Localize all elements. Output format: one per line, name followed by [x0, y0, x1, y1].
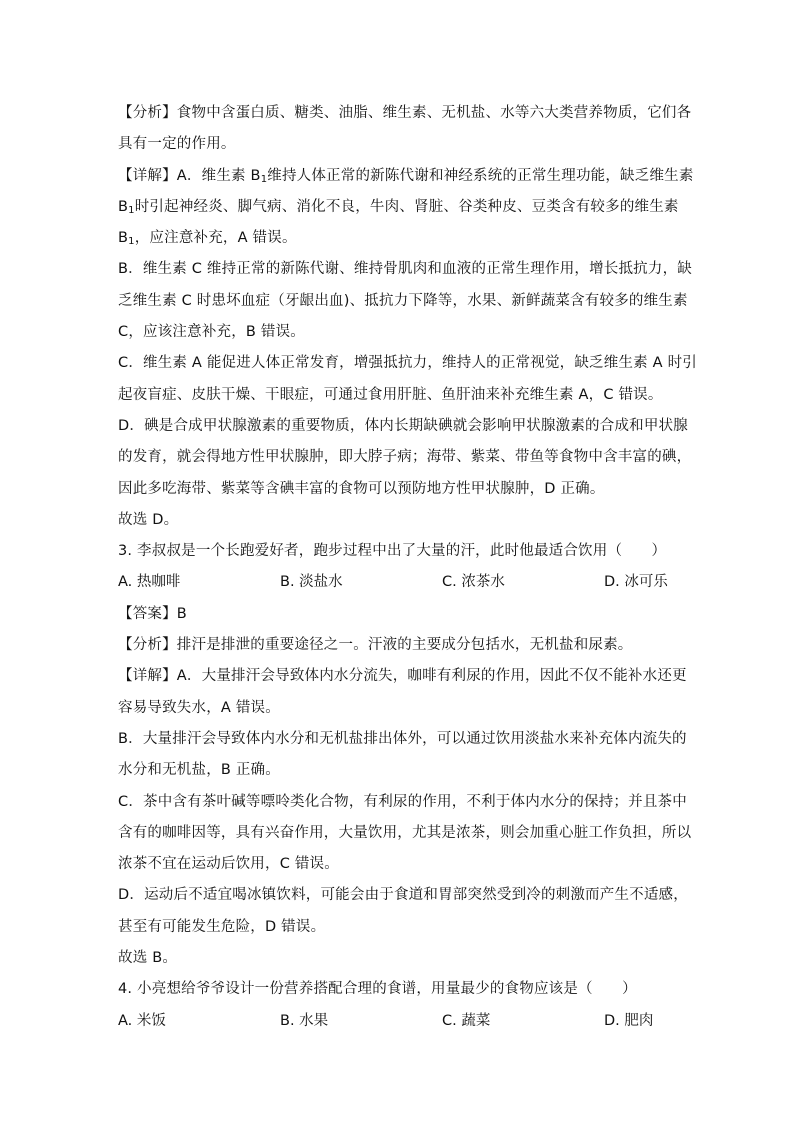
detail-line: 的发育，就会得地方性甲状腺肿，即大脖子病；海带、紫菜、带鱼等食物中含丰富的碘， — [118, 449, 692, 466]
detail-line: B．维生素 C 维持正常的新陈代谢、维持骨肌肉和血液的正常生理作用，增长抵抗力，缺 — [118, 261, 692, 278]
text-segment: 时引起神经炎、脚气病、消化不良，牛肉、肾脏、谷类种皮、豆类含有较多的维生素 — [134, 198, 679, 215]
detail-line: C．茶中含有茶叶碱等嘌呤类化合物，有利尿的作用，不利于体内水分的保持；并且茶中 — [118, 793, 687, 810]
text-segment: B — [118, 230, 129, 247]
subscript: 1 — [128, 236, 135, 248]
option-d: D. 肥肉 — [604, 1012, 654, 1029]
option-a: A. 热咖啡 — [118, 574, 181, 591]
text-segment: B — [118, 198, 129, 215]
detail-line: 含有的咖啡因等，具有兴奋作用，大量饮用，尤其是浓茶，则会加重心脏工作负担，所以 — [118, 824, 692, 841]
detail-line — [118, 223, 676, 254]
detail-line — [118, 161, 694, 192]
option-a: A. 米饭 — [118, 1012, 166, 1029]
option-b: B. 水果 — [280, 1012, 329, 1029]
detail-line: 水分和无机盐，B 正确。 — [118, 762, 280, 779]
question-3: 3. 李叔叔是一个长跑爱好者，跑步过程中出了大量的汗，此时他最适合饮用（ ） — [118, 543, 667, 560]
detail-line: 起夜盲症、皮肤干燥、干眼症，可通过食用肝脏、鱼肝油来补充维生素 A，C 错误。 — [118, 386, 663, 403]
analysis-line: 【分析】排汗是排泄的重要途径之一。汗液的主要成分包括水，无机盐和尿素。 — [118, 637, 633, 654]
option-b: B. 淡盐水 — [280, 574, 343, 591]
conclusion-line: 故选 D。 — [118, 511, 179, 528]
analysis-line: 【分析】食物中含蛋白质、糖类、油脂、维生素、无机盐、水等六大类营养物质，它们各 — [118, 105, 692, 121]
subscript: 1 — [128, 204, 135, 216]
option-c: C. 蔬菜 — [442, 1012, 491, 1029]
detail-line: 乏维生素 C 时患坏血症（牙龈出血)、抵抗力下降等，水果、新鲜蔬菜含有较多的维生素 — [118, 292, 688, 309]
option-c: C. 浓茶水 — [442, 574, 505, 591]
conclusion-line: 故选 B。 — [118, 950, 178, 967]
detail-line: B．大量排汗会导致体内水分和无机盐排出体外，可以通过饮用淡盐水来补充体内流失的 — [118, 730, 687, 747]
answer-line: 【答案】B — [118, 605, 187, 622]
analysis-line: 具有一定的作用。 — [118, 136, 236, 153]
detail-line: 因此多吃海带、紫菜等含碘丰富的食物可以预防地方性甲状腺肿，D 正确。 — [118, 480, 605, 497]
detail-line: 容易导致失水，A 错误。 — [118, 699, 280, 716]
detail-line: C，应该注意补充，B 错误。 — [118, 324, 305, 341]
detail-line: 浓茶不宜在运动后饮用，C 错误。 — [118, 856, 339, 873]
detail-line: 甚至有可能发生危险，D 错误。 — [118, 918, 326, 935]
question-4: 4. 小亮想给爷爷设计一份营养搭配合理的食谱，用量最少的食物应该是（ ） — [118, 981, 637, 998]
detail-line: D．碘是合成甲状腺激素的重要物质，体内长期缺碘就会影响甲状腺激素的合成和甲状腺 — [118, 417, 688, 434]
detail-line: D．运动后不适宜喝冰镇饮料，可能会由于食道和胃部突然受到冷的刺激而产生不适感， — [118, 887, 688, 904]
subscript: 1 — [260, 173, 268, 185]
detail-line: C．维生素 A 能促进人体正常发育，增强抵抗力，维持人的正常视觉，缺乏维生素 A 时引 — [118, 355, 697, 372]
text-segment: ，应注意补充，A 错误。 — [134, 230, 297, 247]
question-3-options — [118, 567, 676, 598]
detail-line — [118, 192, 679, 223]
text-segment: 【详解】A．维生素 B — [118, 167, 261, 184]
question-4-options — [118, 1006, 676, 1037]
text-segment: 维持人体正常的新陈代谢和神经系统的正常生理功能，缺乏维生素 — [267, 167, 694, 184]
detail-line: 【详解】A．大量排汗会导致体内水分流失，咖啡有利尿的作用，因此不仅不能补水还更 — [118, 668, 687, 685]
option-d: D. 冰可乐 — [604, 574, 668, 591]
